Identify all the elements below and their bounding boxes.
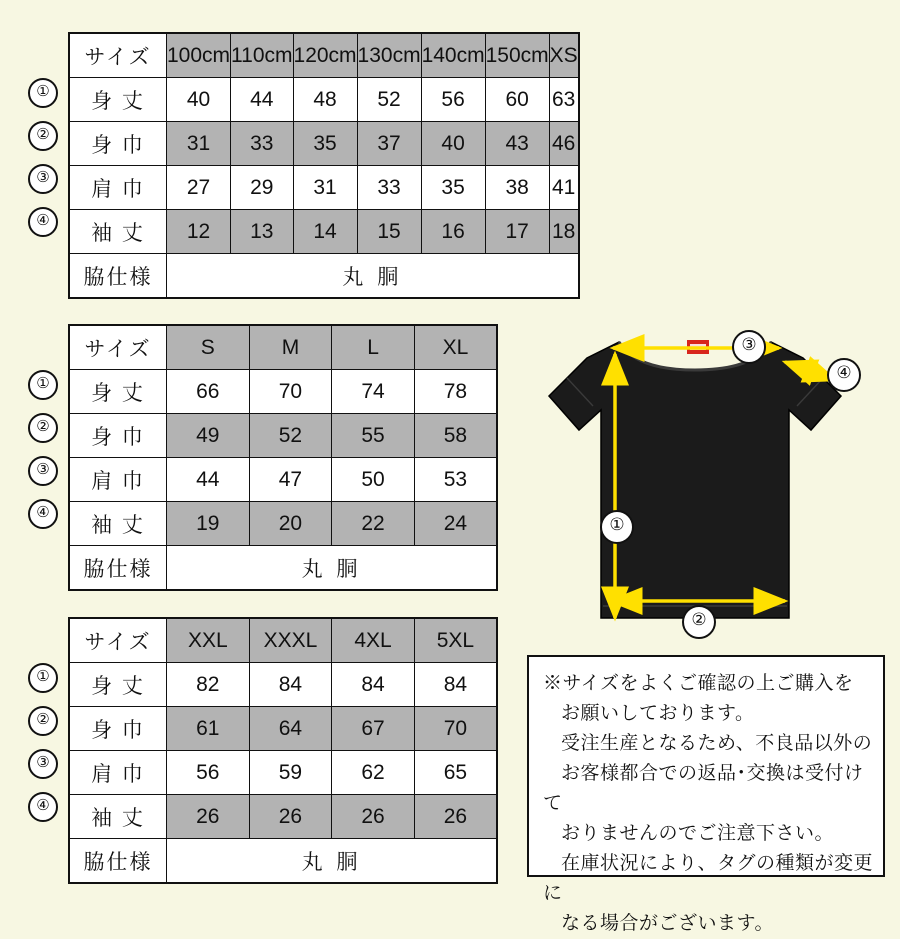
table-cell: 62 [332, 751, 415, 795]
table-row [69, 166, 579, 210]
table-cell: 56 [167, 751, 250, 795]
row-marker-1: ① [28, 663, 58, 693]
big-size-table [68, 617, 498, 884]
purchase-note-box [527, 655, 885, 934]
table-cell: 70 [249, 370, 332, 414]
table-cell: 18 [549, 210, 579, 254]
column-header: XS [549, 33, 579, 78]
table-row [69, 458, 497, 502]
row-label: 肩 巾 [69, 166, 167, 210]
table-cell: 47 [249, 458, 332, 502]
table-cell: 26 [414, 795, 497, 839]
table-cell: 84 [249, 663, 332, 707]
table-cell: 29 [231, 166, 293, 210]
column-header: 5XL [414, 618, 497, 663]
adult-size-table [68, 324, 498, 591]
diagram-marker-shoulder-width: ③ [732, 330, 766, 364]
table-cell: 43 [485, 122, 549, 166]
table-cell: 35 [421, 166, 485, 210]
row-label: 袖 丈 [69, 210, 167, 254]
table-header-row [69, 33, 579, 78]
row-marker-1: ① [28, 78, 58, 108]
table-cell: 58 [414, 414, 497, 458]
table-cell: 78 [414, 370, 497, 414]
table-cell: 14 [293, 210, 357, 254]
table-cell: 52 [357, 78, 421, 122]
big-size-table-block [36, 617, 498, 884]
table-cell: 63 [549, 78, 579, 122]
row-marker-4: ④ [28, 207, 58, 237]
footer-label: 脇仕様 [69, 546, 167, 591]
note-line-4: お客様都合での返品･交換は受付けて [543, 763, 864, 814]
row-marker-3: ③ [28, 456, 58, 486]
row-label: 身 巾 [69, 414, 167, 458]
table-cell: 55 [332, 414, 415, 458]
column-header: 150cm [485, 33, 549, 78]
note-line-3: 受注生産となるため、不良品以外の [561, 733, 873, 754]
table-footer-row [69, 546, 497, 591]
table-cell: 46 [549, 122, 579, 166]
table-cell: 65 [414, 751, 497, 795]
column-header: 110cm [231, 33, 293, 78]
note-line-1: ※サイズをよくご確認の上ご購入を [543, 673, 854, 694]
table-cell: 19 [167, 502, 250, 546]
row-marker-4: ④ [28, 792, 58, 822]
table-cell: 16 [421, 210, 485, 254]
column-header: S [167, 325, 250, 370]
table-row [69, 707, 497, 751]
column-header: 130cm [357, 33, 421, 78]
shirt-body [549, 342, 841, 618]
row-label: 身 巾 [69, 707, 167, 751]
column-header: XXL [167, 618, 250, 663]
row-label: 身 丈 [69, 78, 167, 122]
table-cell: 22 [332, 502, 415, 546]
column-header: 100cm [167, 33, 231, 78]
column-header: L [332, 325, 415, 370]
footer-label: 脇仕様 [69, 839, 167, 884]
table-cell: 41 [549, 166, 579, 210]
note-line-2: お願いしております。 [561, 703, 755, 724]
table-cell: 27 [167, 166, 231, 210]
row-marker-2: ② [28, 121, 58, 151]
footer-value: 丸 胴 [167, 546, 498, 591]
note-line-5: おりませんのでご注意下さい。 [561, 823, 835, 844]
table-cell: 70 [414, 707, 497, 751]
table-cell: 50 [332, 458, 415, 502]
footer-value: 丸 胴 [167, 254, 579, 299]
table-cell: 67 [332, 707, 415, 751]
row-label: 袖 丈 [69, 502, 167, 546]
table-cell: 59 [249, 751, 332, 795]
table-cell: 13 [231, 210, 293, 254]
header-size-label: サイズ [69, 33, 167, 78]
tshirt-measure-diagram [527, 318, 887, 658]
footer-value: 丸 胴 [167, 839, 498, 884]
row-marker-3: ③ [28, 749, 58, 779]
table-cell: 49 [167, 414, 250, 458]
table-cell: 40 [167, 78, 231, 122]
row-label: 肩 巾 [69, 458, 167, 502]
header-size-label: サイズ [69, 618, 167, 663]
table-cell: 33 [357, 166, 421, 210]
table-cell: 20 [249, 502, 332, 546]
table-cell: 48 [293, 78, 357, 122]
kids-size-table-block [36, 32, 868, 299]
note-line-6: 在庫状況により、タグの種類が変更に [543, 853, 874, 904]
table-cell: 31 [167, 122, 231, 166]
column-header: XXXL [249, 618, 332, 663]
table-cell: 26 [332, 795, 415, 839]
table-row [69, 370, 497, 414]
row-marker-2: ② [28, 413, 58, 443]
table-cell: 66 [167, 370, 250, 414]
row-label: 袖 丈 [69, 795, 167, 839]
table-row [69, 502, 497, 546]
table-cell: 24 [414, 502, 497, 546]
row-marker-4: ④ [28, 499, 58, 529]
diagram-marker-sleeve-length: ④ [827, 358, 861, 392]
row-label: 肩 巾 [69, 751, 167, 795]
table-cell: 64 [249, 707, 332, 751]
table-row [69, 122, 579, 166]
footer-label: 脇仕様 [69, 254, 167, 299]
column-header: M [249, 325, 332, 370]
table-cell: 12 [167, 210, 231, 254]
table-cell: 26 [167, 795, 250, 839]
table-cell: 35 [293, 122, 357, 166]
table-cell: 40 [421, 122, 485, 166]
table-row [69, 210, 579, 254]
row-marker-2: ② [28, 706, 58, 736]
diagram-marker-body-length: ① [600, 510, 634, 544]
column-header: 140cm [421, 33, 485, 78]
header-size-label: サイズ [69, 325, 167, 370]
table-row [69, 751, 497, 795]
table-cell: 53 [414, 458, 497, 502]
table-row [69, 795, 497, 839]
table-cell: 44 [167, 458, 250, 502]
table-cell: 37 [357, 122, 421, 166]
column-header: 4XL [332, 618, 415, 663]
table-cell: 52 [249, 414, 332, 458]
table-cell: 82 [167, 663, 250, 707]
table-row [69, 663, 497, 707]
table-cell: 33 [231, 122, 293, 166]
table-cell: 38 [485, 166, 549, 210]
row-label: 身 巾 [69, 122, 167, 166]
kids-size-table [68, 32, 580, 299]
table-cell: 56 [421, 78, 485, 122]
table-cell: 61 [167, 707, 250, 751]
row-label: 身 丈 [69, 663, 167, 707]
table-cell: 44 [231, 78, 293, 122]
column-header: XL [414, 325, 497, 370]
table-row [69, 78, 579, 122]
note-line-7: なる場合がございます。 [561, 913, 774, 934]
table-footer-row [69, 254, 579, 299]
table-footer-row [69, 839, 497, 884]
table-cell: 15 [357, 210, 421, 254]
table-cell: 84 [332, 663, 415, 707]
column-header: 120cm [293, 33, 357, 78]
adult-size-table-block [36, 324, 498, 591]
table-header-row [69, 325, 497, 370]
row-marker-3: ③ [28, 164, 58, 194]
table-cell: 60 [485, 78, 549, 122]
table-cell: 31 [293, 166, 357, 210]
row-marker-1: ① [28, 370, 58, 400]
row-label: 身 丈 [69, 370, 167, 414]
table-cell: 17 [485, 210, 549, 254]
diagram-marker-body-width: ② [682, 605, 716, 639]
table-header-row [69, 618, 497, 663]
table-cell: 74 [332, 370, 415, 414]
table-row [69, 414, 497, 458]
table-cell: 84 [414, 663, 497, 707]
table-cell: 26 [249, 795, 332, 839]
